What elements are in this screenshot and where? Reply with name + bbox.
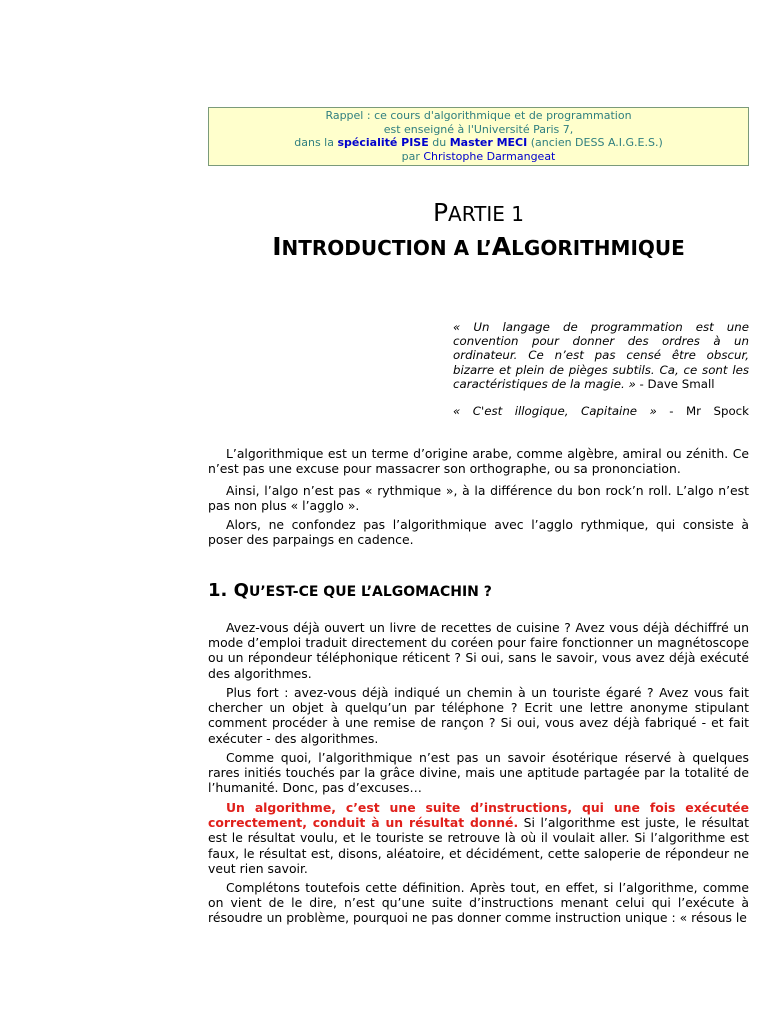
part-title-cap: P	[432, 198, 449, 227]
section-number: 1.	[208, 580, 234, 601]
course-info-text: dans la	[294, 136, 338, 149]
course-info-line-1: Rappel : ce cours d'algorithmique et de programmation	[325, 109, 632, 122]
section-paragraph-4	[208, 800, 749, 876]
course-info-line-3	[209, 136, 748, 150]
course-info-line-4	[209, 150, 748, 164]
quote-author: - Mr Spock	[656, 404, 749, 418]
section-heading-rest: ALGOMACHIN ?	[372, 584, 492, 600]
chapter-title-cap: I	[272, 232, 282, 261]
section-heading	[208, 580, 749, 601]
epigraph-quote-2	[453, 404, 749, 418]
section-paragraph-1: Avez-vous déjà ouvert un livre de recettes de cuisine ? Avez vous déjà déchiffré un mode d’emploi traduit directement du coréen pour faire fonctionner un magnétoscope ou un répondeur téléphonique réticent ? Si oui, sans le savoir, vous avez déjà exécuté des algorithmes.	[208, 620, 749, 681]
intro-paragraph-1: L’algorithmique est un terme d’origine arabe, comme algèbre, amiral ou zénith. Ce n’est pas une excuse pour massacrer son orthographe, ou sa prononciation.	[208, 446, 749, 477]
quote-text: « C'est illogique, Capitaine »	[453, 404, 657, 418]
section-paragraph-3: Comme quoi, l’algorithmique n’est pas un savoir ésotérique réservé à quelques rares initiés touchés par la grâce divine, mais une aptitude partagée par la totalité de l’humanité. Donc, pas d’excuses…	[208, 750, 749, 796]
part-title	[208, 198, 749, 227]
course-info-text: par	[401, 149, 424, 163]
course-info-text: (ancien DESS A.I.G.E.S.)	[527, 136, 663, 149]
section-heading-cap: Q	[233, 580, 249, 601]
section-paragraph-2: Plus fort : avez-vous déjà indiqué un chemin à un touriste égaré ? Avez vous fait chercher un objet à quelqu’un par téléphone ? Ecrit une lettre anonyme stipulant comment procéder à une remise de rançon ? Si oui, vous avez déjà fabriqué - et fait exécuter - des algorithmes.	[208, 685, 749, 746]
epigraph-quote-1	[453, 320, 749, 391]
master-link[interactable]: Master MECI	[449, 136, 528, 149]
section-paragraph-4-rest: Si l’algorithme est juste, le résultat est le résultat voulu, et le touriste se retrouve là où il voulait aller. Si l’algorithme est faux, le résultat est, disons, aléatoire, et décidément, cette saloperie de répondeur ne veut rien savoir.	[208, 815, 749, 876]
chapter-title	[208, 232, 749, 261]
chapter-title-rest: LGORITHMIQUE	[511, 236, 685, 260]
definition-highlight: Un algorithme, c’est une suite d’instructions, qui une fois exécutée correctement, conduit à un résultat donné.	[208, 800, 749, 831]
chapter-title-cap: A	[491, 232, 512, 261]
course-info-box	[208, 107, 749, 166]
quote-text: « Un langage de programmation est une convention pour donner des ordres à un ordinateur. Ce n’est pas censé être obscur, bizarre et plein de pièges subtils. Ca, ce sont les caractéristiques de la magie. »	[453, 320, 749, 391]
speciality-link[interactable]: spécialité PISE	[337, 136, 429, 149]
chapter-title-rest: NTRODUCTION A L’	[281, 236, 492, 260]
intro-paragraph-3: Alors, ne confondez pas l’algorithmique avec l’agglo rythmique, qui consiste à poser des parpaings en cadence.	[208, 517, 749, 548]
section-heading-rest: U’EST-CE QUE L’	[248, 584, 373, 600]
course-info-line-2: est enseigné à l'Université Paris 7,	[383, 122, 574, 136]
quote-author: - Dave Small	[635, 376, 715, 391]
section-paragraph-5: Complétons toutefois cette définition. Après tout, en effet, si l’algorithme, comme on vient de le dire, n’est qu’une suite d’instructions menant celui qui l’exécute à résoudre un problème, pourquoi ne pas donner comme instruction unique : « résous le	[208, 880, 749, 926]
part-title-rest: ARTIE 1	[448, 202, 525, 226]
intro-paragraph-2: Ainsi, l’algo n’est pas « rythmique », à la différence du bon rock’n roll. L’algo n’est pas non plus « l’agglo ».	[208, 483, 749, 514]
course-info-text: du	[428, 136, 450, 149]
author-link[interactable]: Christophe Darmangeat	[423, 149, 556, 163]
